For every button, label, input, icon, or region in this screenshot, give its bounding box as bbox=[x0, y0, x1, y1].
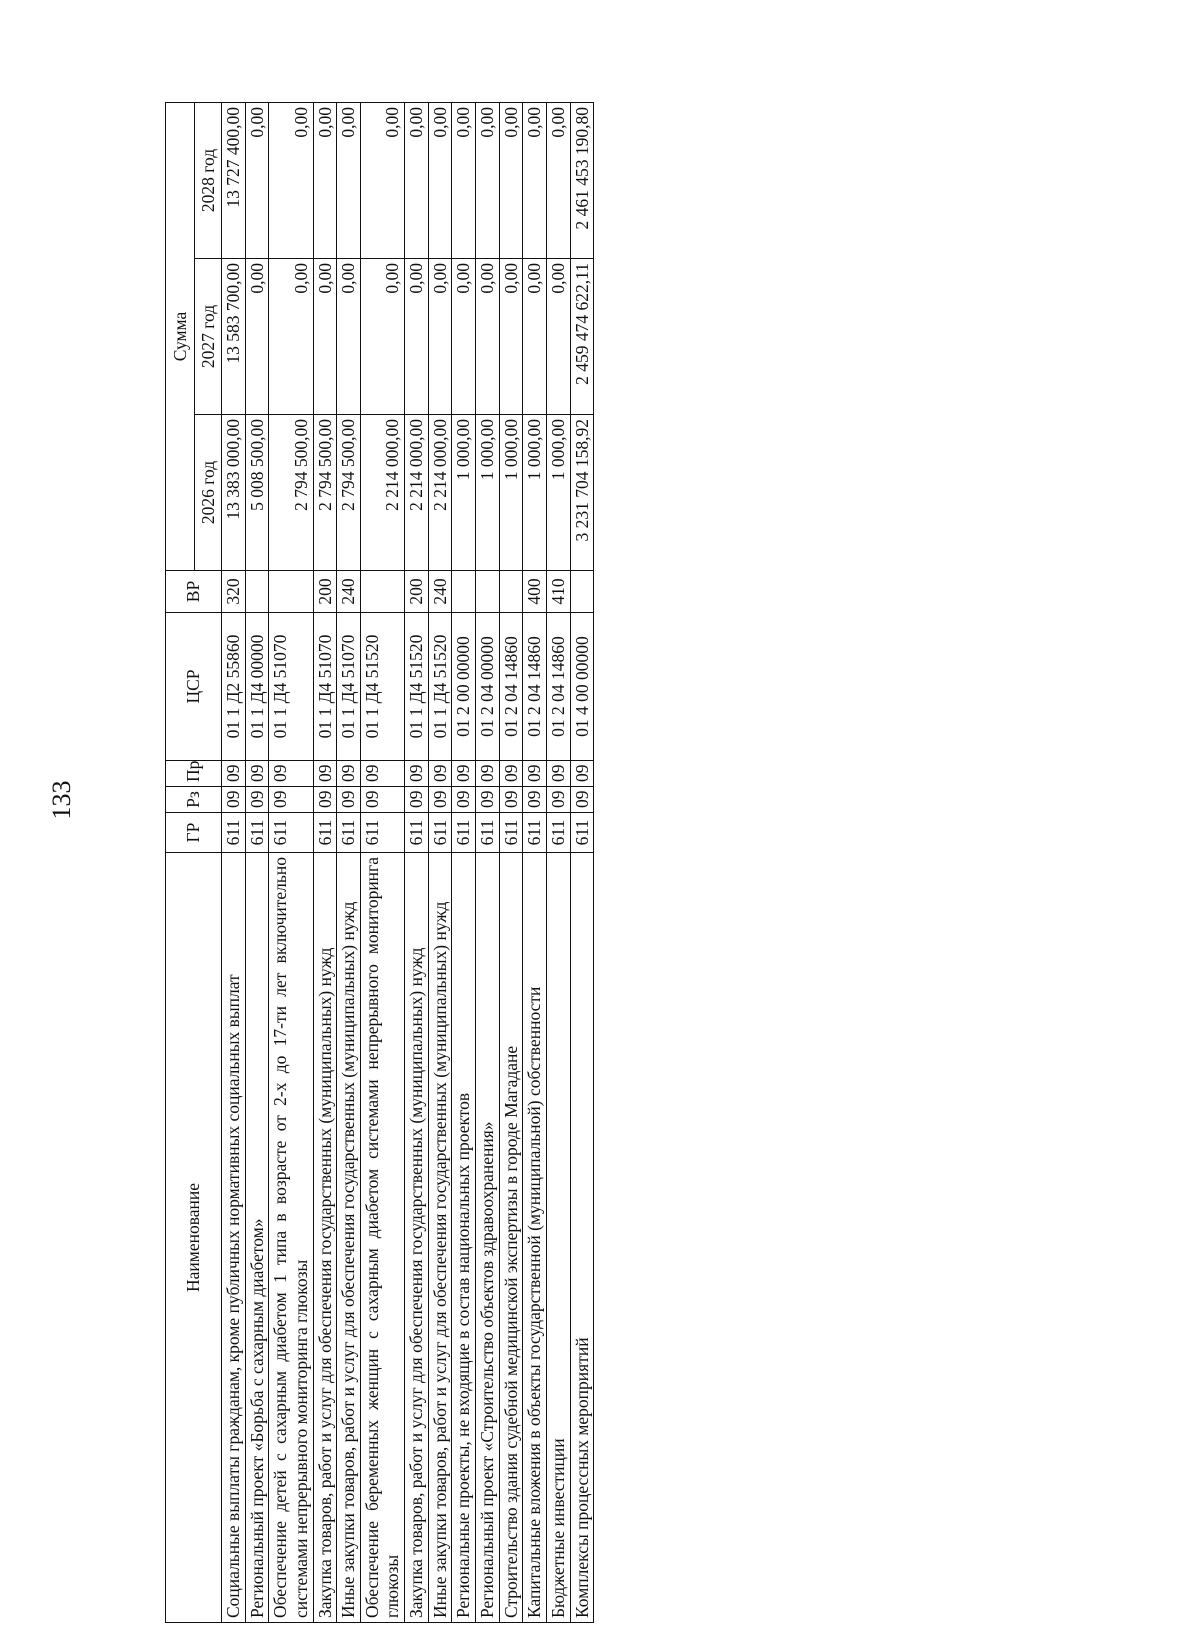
row-pr: 09 bbox=[313, 761, 337, 787]
row-csr: 01 2 04 00000 bbox=[476, 613, 500, 761]
page-number: 133 bbox=[47, 780, 76, 820]
row-2027: 0,00 bbox=[360, 259, 404, 415]
row-vr: 320 bbox=[222, 571, 246, 613]
row-name: Обеспечение детей с сахарным диабетом 1 типа в возрасте от 2-х до 17-ти лет включительно системами непрерывного мониторинга глюкозы bbox=[269, 853, 313, 1623]
budget-table bbox=[165, 102, 594, 1623]
table-row bbox=[499, 102, 523, 1622]
row-2028: 0,00 bbox=[428, 102, 452, 258]
row-rz: 09 bbox=[452, 787, 476, 813]
row-2026: 1 000,00 bbox=[499, 415, 523, 571]
row-csr: 01 1 Д4 51520 bbox=[428, 613, 452, 761]
row-2027: 0,00 bbox=[476, 259, 500, 415]
row-vr: 200 bbox=[313, 571, 337, 613]
row-2027: 0,00 bbox=[245, 259, 269, 415]
header-gr: ГР bbox=[166, 813, 222, 853]
row-pr: 09 bbox=[337, 761, 361, 787]
row-name: Иные закупки товаров, работ и услуг для обеспечения государственных (муниципальных) нужд bbox=[428, 853, 452, 1623]
row-gr: 611 bbox=[405, 813, 429, 853]
header-2027: 2027 год bbox=[195, 259, 222, 415]
row-rz: 09 bbox=[499, 787, 523, 813]
row-rz: 09 bbox=[313, 787, 337, 813]
row-name: Социальные выплаты гражданам, кроме публичных нормативных социальных выплат bbox=[222, 853, 246, 1623]
row-csr: 01 1 Д4 51520 bbox=[405, 613, 429, 761]
row-gr: 611 bbox=[523, 813, 547, 853]
row-2026: 1 000,00 bbox=[476, 415, 500, 571]
table-row bbox=[452, 102, 476, 1622]
table-row bbox=[546, 102, 570, 1622]
row-gr: 611 bbox=[360, 813, 404, 853]
row-2027: 0,00 bbox=[269, 259, 313, 415]
row-vr bbox=[245, 571, 269, 613]
row-2026: 2 214 000,00 bbox=[360, 415, 404, 571]
row-vr bbox=[269, 571, 313, 613]
row-rz: 09 bbox=[523, 787, 547, 813]
row-rz: 09 bbox=[546, 787, 570, 813]
row-name: Обеспечение беременных женщин с сахарным диабетом системами непрерывного мониторинга глюкозы bbox=[360, 853, 404, 1623]
row-csr: 01 2 00 00000 bbox=[452, 613, 476, 761]
row-2028: 0,00 bbox=[476, 102, 500, 258]
row-rz: 09 bbox=[222, 787, 246, 813]
row-pr: 09 bbox=[499, 761, 523, 787]
row-2026: 1 000,00 bbox=[452, 415, 476, 571]
row-csr: 01 4 00 00000 bbox=[570, 613, 594, 761]
row-csr: 01 1 Д4 00000 bbox=[245, 613, 269, 761]
row-name: Региональный проект «Строительство объектов здравоохранения» bbox=[476, 853, 500, 1623]
header-pr: Пр bbox=[166, 761, 222, 787]
table-row bbox=[570, 102, 594, 1622]
row-name: Закупка товаров, работ и услуг для обеспечения государственных (муниципальных) нужд bbox=[405, 853, 429, 1623]
table-row bbox=[523, 102, 547, 1622]
row-2026: 3 231 704 158,92 bbox=[570, 415, 594, 571]
row-2027: 0,00 bbox=[452, 259, 476, 415]
row-pr: 09 bbox=[428, 761, 452, 787]
rotated-table-container bbox=[165, 103, 1055, 1623]
row-pr: 09 bbox=[360, 761, 404, 787]
row-2028: 0,00 bbox=[360, 102, 404, 258]
row-2027: 2 459 474 622,11 bbox=[570, 259, 594, 415]
row-2028: 13 727 400,00 bbox=[222, 102, 246, 258]
row-name: Региональные проекты, не входящие в состав национальных проектов bbox=[452, 853, 476, 1623]
row-2027: 0,00 bbox=[313, 259, 337, 415]
header-vr: ВР bbox=[166, 571, 222, 613]
row-2026: 2 794 500,00 bbox=[269, 415, 313, 571]
row-2028: 0,00 bbox=[546, 102, 570, 258]
row-2027: 0,00 bbox=[499, 259, 523, 415]
row-pr: 09 bbox=[476, 761, 500, 787]
row-vr bbox=[570, 571, 594, 613]
row-2028: 0,00 bbox=[452, 102, 476, 258]
row-2028: 0,00 bbox=[313, 102, 337, 258]
table-row bbox=[428, 102, 452, 1622]
header-csr: ЦСР bbox=[166, 613, 222, 761]
table-row bbox=[405, 102, 429, 1622]
row-csr: 01 1 Д2 55860 bbox=[222, 613, 246, 761]
row-pr: 09 bbox=[452, 761, 476, 787]
row-2027: 0,00 bbox=[523, 259, 547, 415]
row-2028: 0,00 bbox=[337, 102, 361, 258]
row-vr: 400 bbox=[523, 571, 547, 613]
row-vr: 410 bbox=[546, 571, 570, 613]
header-2026: 2026 год bbox=[195, 415, 222, 571]
row-rz: 09 bbox=[405, 787, 429, 813]
row-vr bbox=[452, 571, 476, 613]
table-row bbox=[245, 102, 269, 1622]
row-2026: 1 000,00 bbox=[546, 415, 570, 571]
row-2028: 0,00 bbox=[499, 102, 523, 258]
header-rz: Рз bbox=[166, 787, 222, 813]
row-rz: 09 bbox=[337, 787, 361, 813]
row-gr: 611 bbox=[499, 813, 523, 853]
table-row bbox=[476, 102, 500, 1622]
row-csr: 01 2 04 14860 bbox=[523, 613, 547, 761]
table-row bbox=[269, 102, 313, 1622]
row-name: Комплексы процессных мероприятий bbox=[570, 853, 594, 1623]
row-csr: 01 1 Д4 51070 bbox=[313, 613, 337, 761]
row-2027: 0,00 bbox=[428, 259, 452, 415]
row-2028: 0,00 bbox=[269, 102, 313, 258]
row-csr: 01 1 Д4 51520 bbox=[360, 613, 404, 761]
row-2027: 0,00 bbox=[405, 259, 429, 415]
row-gr: 611 bbox=[222, 813, 246, 853]
row-gr: 611 bbox=[269, 813, 313, 853]
row-2027: 13 583 700,00 bbox=[222, 259, 246, 415]
table-row bbox=[337, 102, 361, 1622]
row-rz: 09 bbox=[476, 787, 500, 813]
row-2027: 0,00 bbox=[337, 259, 361, 415]
row-rz: 09 bbox=[428, 787, 452, 813]
row-name: Бюджетные инвестиции bbox=[546, 853, 570, 1623]
row-vr: 240 bbox=[428, 571, 452, 613]
row-2026: 13 383 000,00 bbox=[222, 415, 246, 571]
row-csr: 01 2 04 14860 bbox=[499, 613, 523, 761]
table-body bbox=[222, 102, 594, 1622]
row-name: Строительство здания судебной медицинской экспертизы в городе Магадане bbox=[499, 853, 523, 1623]
row-2028: 0,00 bbox=[523, 102, 547, 258]
table-row bbox=[360, 102, 404, 1622]
row-name: Капитальные вложения в объекты государственной (муниципальной) собственности bbox=[523, 853, 547, 1623]
row-gr: 611 bbox=[313, 813, 337, 853]
row-pr: 09 bbox=[570, 761, 594, 787]
table-row bbox=[313, 102, 337, 1622]
row-gr: 611 bbox=[570, 813, 594, 853]
row-2026: 2 214 000,00 bbox=[428, 415, 452, 571]
row-vr: 240 bbox=[337, 571, 361, 613]
row-csr: 01 1 Д4 51070 bbox=[337, 613, 361, 761]
row-name: Иные закупки товаров, работ и услуг для обеспечения государственных (муниципальных) нужд bbox=[337, 853, 361, 1623]
row-rz: 09 bbox=[245, 787, 269, 813]
row-gr: 611 bbox=[337, 813, 361, 853]
row-2028: 2 461 453 190,80 bbox=[570, 102, 594, 258]
row-2028: 0,00 bbox=[245, 102, 269, 258]
row-pr: 09 bbox=[523, 761, 547, 787]
row-vr bbox=[360, 571, 404, 613]
row-pr: 09 bbox=[245, 761, 269, 787]
row-gr: 611 bbox=[476, 813, 500, 853]
row-csr: 01 2 04 14860 bbox=[546, 613, 570, 761]
row-gr: 611 bbox=[546, 813, 570, 853]
row-pr: 09 bbox=[405, 761, 429, 787]
row-gr: 611 bbox=[245, 813, 269, 853]
row-vr bbox=[499, 571, 523, 613]
row-name: Закупка товаров, работ и услуг для обеспечения государственных (муниципальных) нужд bbox=[313, 853, 337, 1623]
header-2028: 2028 год bbox=[195, 102, 222, 258]
row-2026: 2 794 500,00 bbox=[337, 415, 361, 571]
row-2027: 0,00 bbox=[546, 259, 570, 415]
row-vr bbox=[476, 571, 500, 613]
row-pr: 09 bbox=[546, 761, 570, 787]
row-2026: 2 214 000,00 bbox=[405, 415, 429, 571]
row-pr: 09 bbox=[269, 761, 313, 787]
row-rz: 09 bbox=[570, 787, 594, 813]
header-sum: Сумма bbox=[166, 102, 195, 570]
row-rz: 09 bbox=[269, 787, 313, 813]
header-name: Наименование bbox=[166, 853, 222, 1623]
table-row bbox=[222, 102, 246, 1622]
row-2028: 0,00 bbox=[405, 102, 429, 258]
row-2026: 5 008 500,00 bbox=[245, 415, 269, 571]
row-rz: 09 bbox=[360, 787, 404, 813]
row-gr: 611 bbox=[428, 813, 452, 853]
row-gr: 611 bbox=[452, 813, 476, 853]
row-csr: 01 1 Д4 51070 bbox=[269, 613, 313, 761]
row-vr: 200 bbox=[405, 571, 429, 613]
row-pr: 09 bbox=[222, 761, 246, 787]
row-name: Региональный проект «Борьба с сахарным диабетом» bbox=[245, 853, 269, 1623]
row-2026: 2 794 500,00 bbox=[313, 415, 337, 571]
row-2026: 1 000,00 bbox=[523, 415, 547, 571]
